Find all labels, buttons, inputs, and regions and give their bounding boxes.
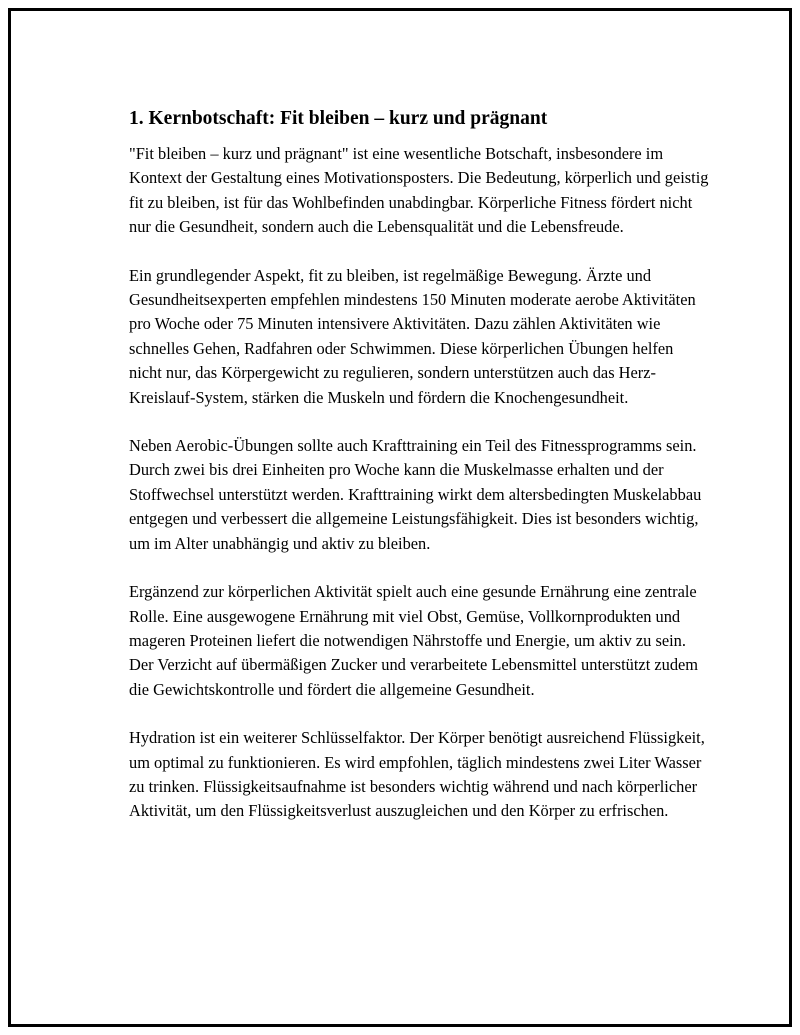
document-body [129,106,709,824]
paragraph-strength-training: Neben Aerobic-Übungen sollte auch Krafttraining ein Teil des Fitnessprogramms sein. Durch zwei bis drei Einheiten pro Woche kann die Muskelmasse erhalten und der Stoffwechsel unterstützt werden. Krafttraining wirkt dem altersbedingten Muskelabbau entgegen und verbessert die allgemeine Leistungsfähigkeit. Dies ist besonders wichtig, um im Alter unabhängig und aktiv zu bleiben. [129,436,702,553]
paragraph-exercise: Ein grundlegender Aspekt, fit zu bleiben, ist regelmäßige Bewegung. Ärzte und Gesundheitsexperten empfehlen mindestens 150 Minuten moderate aerobe Aktivitäten pro Woche oder 75 Minuten intensivere Aktivitäten. Dazu zählen Aktivitäten wie schnelles Gehen, Radfahren oder Schwimmen. Diese körperlichen Übungen helfen nicht nur, das Körpergewicht zu regulieren, sondern unterstützen auch das Herz-Kreislauf-System, stärken die Muskeln und fördern die Knochengesundheit. [129,265,696,407]
paragraph-nutrition: Ergänzend zur körperlichen Aktivität spielt auch eine gesunde Ernährung eine zentrale Rolle. Eine ausgewogene Ernährung mit viel Obst, Gemüse, Vollkornprodukten und mageren Proteinen liefert die notwendigen Nährstoffe und Energie, um aktiv zu sein. Der Verzicht auf übermäßigen Zucker und verarbeitete Lebensmittel unterstützt zudem die Gewichtskontrolle und fördert die allgemeine Gesundheit. [129,582,699,699]
paragraph-hydration: Hydration ist ein weiterer Schlüsselfaktor. Der Körper benötigt ausreichend Flüssigkeit, um optimal zu funktionieren. Es wird empfohlen, täglich mindestens zwei Liter Wasser zu trinken. Flüssigkeitsaufnahme ist besonders wichtig während und nach körperlicher Aktivität, um den Flüssigkeitsverlust auszugleichen und den Körper zu erfrischen. [129,728,705,821]
page-frame [8,8,792,1027]
section-heading: 1. Kernbotschaft: Fit bleiben – kurz und prägnant [129,108,548,129]
paragraph-intro: "Fit bleiben – kurz und prägnant" ist eine wesentliche Botschaft, insbesondere im Kontext der Gestaltung eines Motivationsposters. Die Bedeutung, körperlich und geistig fit zu bleiben, ist für das Wohlbefinden unabdingbar. Körperliche Fitness fördert nicht nur die Gesundheit, sondern auch die Lebensqualität und die Lebensfreude. [129,144,709,237]
